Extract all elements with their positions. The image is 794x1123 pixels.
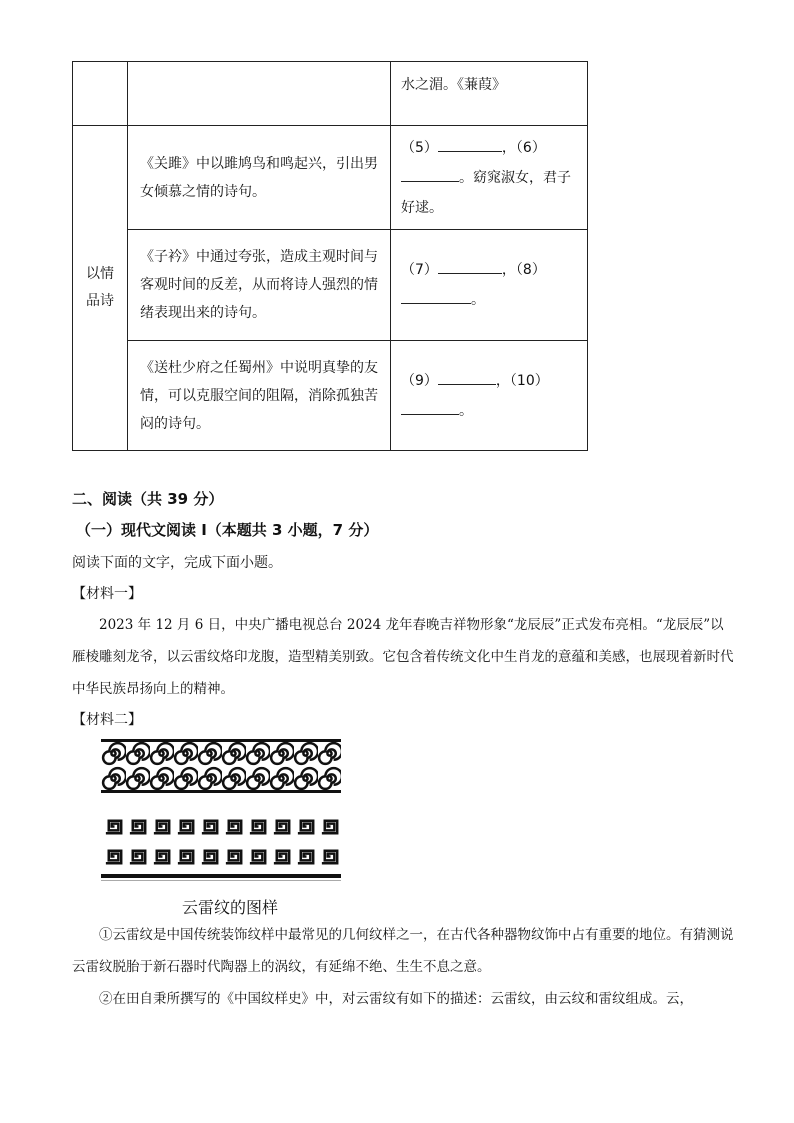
figure-caption: 云雷纹的图样 [182, 898, 279, 917]
blank-number: ，（6） [501, 139, 546, 156]
fill-blank[interactable] [438, 259, 502, 274]
answer-text: 。 [471, 292, 485, 308]
section-title: 二、阅读（共 39 分） [72, 490, 224, 508]
question-description: 《送杜少府之任蜀州》中说明真挚的友情，可以克服空间的阻隔，消除孤独苦闷的诗句。 [140, 359, 378, 432]
answer-text: 水之湄。《蒹葭》 [401, 77, 506, 93]
blank-number: （9） [401, 372, 438, 389]
subsection-title: （一）现代文阅读 I（本题共 3 小题，7 分） [76, 521, 379, 539]
table-row [73, 126, 588, 230]
fill-blank[interactable] [438, 137, 502, 152]
fill-blank[interactable] [438, 370, 496, 385]
answer-cell [391, 230, 588, 341]
description-cell [128, 341, 391, 451]
instruction-text: 阅读下面的文字，完成下面小题。 [72, 555, 282, 571]
blank-number: （7） [401, 262, 438, 278]
material-paragraph: ②在田自秉所撰写的《中国纹样史》中，对云雷纹有如下的描述：云雷纹，由云纹和雷纹组成。云， [99, 991, 693, 1007]
answer-cell [391, 126, 588, 230]
material-paragraph: 2023 年 12 月 6 日，中央广播电视总台 2024 龙年春晚吉祥物形象“龙辰辰”正式发布亮相。“龙辰辰”以雁棱雕刻龙爷，以云雷纹烙印龙腹，造型精美别致。它包含着传统文化中生肖龙的意蕴和美感，也展现着新时代中华民族昂扬向上的精神。 [72, 617, 734, 697]
blank-number: ，（10） [495, 372, 549, 389]
answer-text: 。 [459, 402, 473, 419]
material-paragraph: ①云雷纹是中国传统装饰纹样中最常见的几何纹样之一，在古代各种器物纹饰中占有重要的地位。有猜测说云雷纹脱胎于新石器时代陶器上的涡纹，有延绵不绝、生生不息之意。 [72, 927, 734, 975]
material-label: 【材料一】 [72, 586, 142, 602]
blank-number: ，（8） [501, 262, 546, 278]
question-description: 《关雎》中以雎鸠鸟和鸣起兴，引出男女倾慕之情的诗句。 [140, 155, 378, 200]
description-cell [128, 230, 391, 341]
table-row [73, 230, 588, 341]
thunder-square-pattern-image [101, 812, 341, 882]
category-cell [73, 126, 128, 451]
blank-number: （5） [401, 139, 438, 156]
answer-cell [391, 341, 588, 451]
category-label: 以情 品诗 [86, 266, 114, 309]
answer-cell [391, 62, 588, 126]
fill-blank[interactable] [401, 400, 459, 415]
material-label: 【材料二】 [72, 712, 142, 728]
poetry-question-table [72, 61, 588, 451]
table-cell [73, 62, 128, 126]
question-description: 《子衿》中通过夸张，造成主观时间与客观时间的反差，从而将诗人强烈的情绪表现出来的诗句。 [140, 249, 378, 321]
table-row [73, 341, 588, 451]
fill-blank[interactable] [401, 289, 471, 304]
answer-text: 。窈窕淑女，君子好逑。 [401, 169, 571, 216]
table-row [73, 62, 588, 126]
cloud-spiral-pattern-image [101, 739, 341, 793]
fill-blank[interactable] [401, 167, 459, 182]
table-cell [128, 62, 391, 126]
description-cell [128, 126, 391, 230]
